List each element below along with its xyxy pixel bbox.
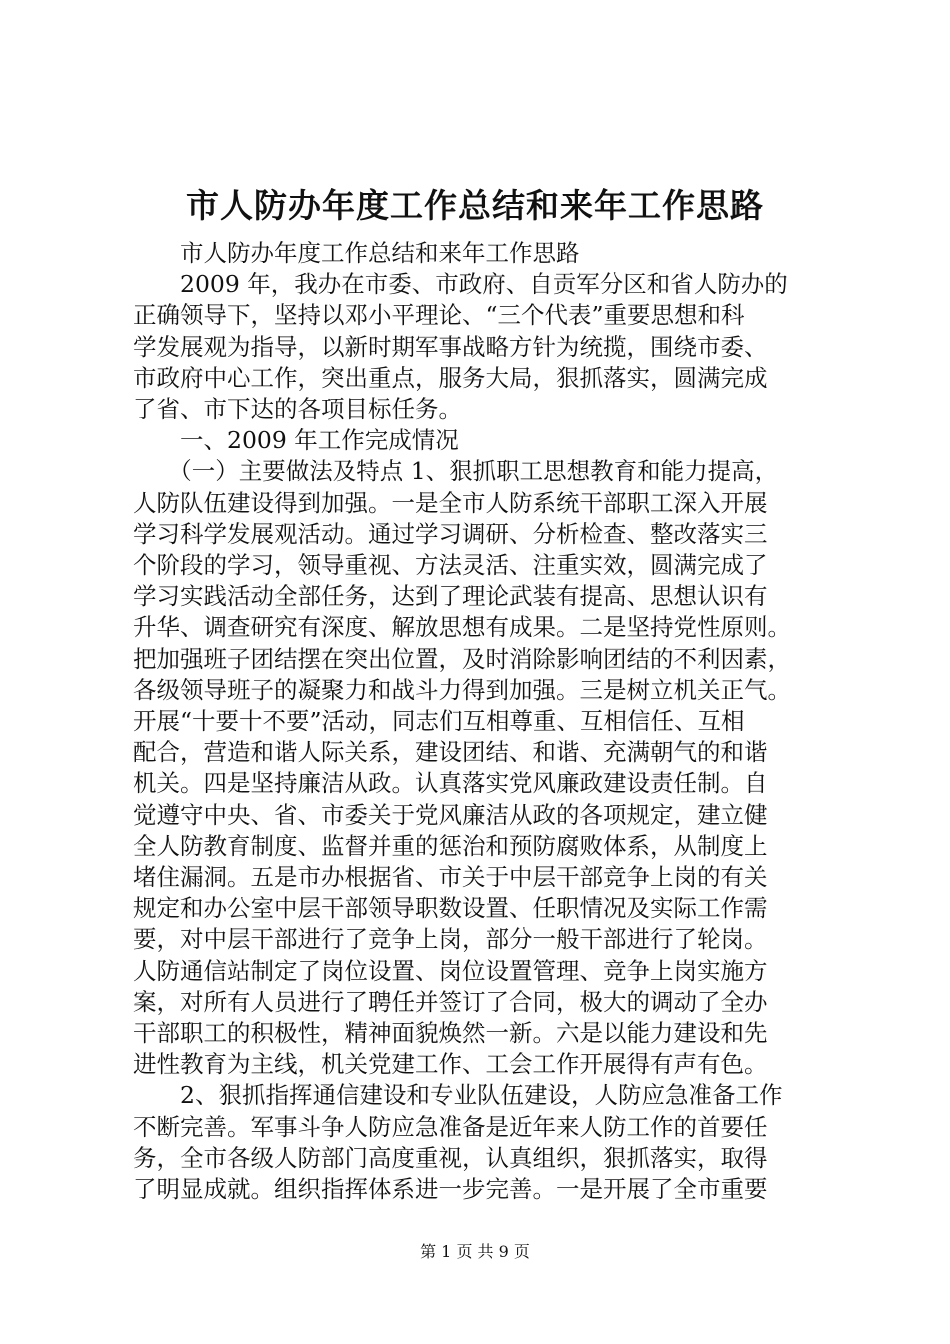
- text-line: 学习科学发展观活动。通过学习调研、分析检查、整改落实三: [133, 519, 768, 548]
- text-line: 学习实践活动全部任务，达到了理论武装有提高、思想认识有: [133, 582, 768, 611]
- text-line: 开展“十要十不要”活动，同志们互相尊重、互相信任、互相: [133, 707, 745, 736]
- text-line: 配合，营造和谐人际关系，建设团结、和谐、充满朝气的和谐: [133, 738, 768, 767]
- text-line: 学发展观为指导，以新时期军事战略方针为统揽，围绕市委、: [133, 332, 768, 361]
- text-line: 一、2009 年工作完成情况: [133, 426, 459, 455]
- text-line: 2009 年，我办在市委、市政府、自贡军分区和省人防办的: [133, 270, 788, 299]
- page-number: 第 1 页 共 9 页: [420, 1242, 530, 1261]
- text-line: 正确领导下，坚持以邓小平理论、“三个代表”重要思想和科: [133, 301, 745, 330]
- text-line: 2、狠抓指挥通信建设和专业队伍建设，人防应急准备工作: [133, 1081, 783, 1110]
- text-line: 人防队伍建设得到加强。一是全市人防系统干部职工深入开展: [133, 488, 768, 517]
- text-line: 各级领导班子的凝聚力和战斗力得到加强。三是树立机关正气。: [133, 675, 791, 704]
- document-body: [133, 238, 833, 1205]
- text-line: 不断完善。军事斗争人防应急准备是近年来人防工作的首要任: [133, 1112, 768, 1141]
- text-line: 案，对所有人员进行了聘任并签订了合同，极大的调动了全办: [133, 987, 768, 1016]
- text-line: 规定和办公室中层干部领导职数设置、任职情况及实际工作需: [133, 894, 768, 923]
- text-line: 觉遵守中央、省、市委关于党风廉洁从政的各项规定，建立健: [133, 800, 768, 829]
- text-line: 市政府中心工作，突出重点，服务大局，狠抓落实，圆满完成: [133, 363, 768, 392]
- text-line: 个阶段的学习，领导重视、方法灵活、注重实效，圆满完成了: [133, 551, 768, 580]
- text-line: 干部职工的积极性，精神面貌焕然一新。六是以能力建设和先: [133, 1019, 768, 1048]
- document-title: 市人防办年度工作总结和来年工作思路: [186, 186, 764, 225]
- text-line: 进性教育为主线，机关党建工作、工会工作开展得有声有色。: [133, 1050, 768, 1079]
- text-line: （一）主要做法及特点 1、狠抓职工思想教育和能力提高，: [133, 457, 779, 486]
- text-line: 了明显成就。组织指挥体系进一步完善。一是开展了全市重要: [133, 1175, 768, 1204]
- text-line: 市人防办年度工作总结和来年工作思路: [133, 239, 580, 267]
- text-line: 把加强班子团结摆在突出位置，及时消除影响团结的不利因素，: [133, 644, 791, 673]
- text-line: 务，全市各级人防部门高度重视，认真组织，狠抓落实，取得: [133, 1143, 768, 1172]
- text-line: 要，对中层干部进行了竞争上岗，部分一般干部进行了轮岗。: [133, 925, 768, 954]
- text-line: 机关。四是坚持廉洁从政。认真落实党风廉政建设责任制。自: [133, 769, 768, 798]
- text-line: 了省、市下达的各项目标任务。: [133, 395, 462, 424]
- text-line: 升华、调查研究有深度、解放思想有成果。二是坚持党性原则。: [133, 613, 791, 642]
- text-line: 人防通信站制定了岗位设置、岗位设置管理、竞争上岗实施方: [133, 956, 768, 985]
- text-line: 堵住漏洞。五是市办根据省、市关于中层干部竞争上岗的有关: [133, 863, 768, 892]
- text-line: 全人防教育制度、监督并重的惩治和预防腐败体系，从制度上: [133, 831, 768, 860]
